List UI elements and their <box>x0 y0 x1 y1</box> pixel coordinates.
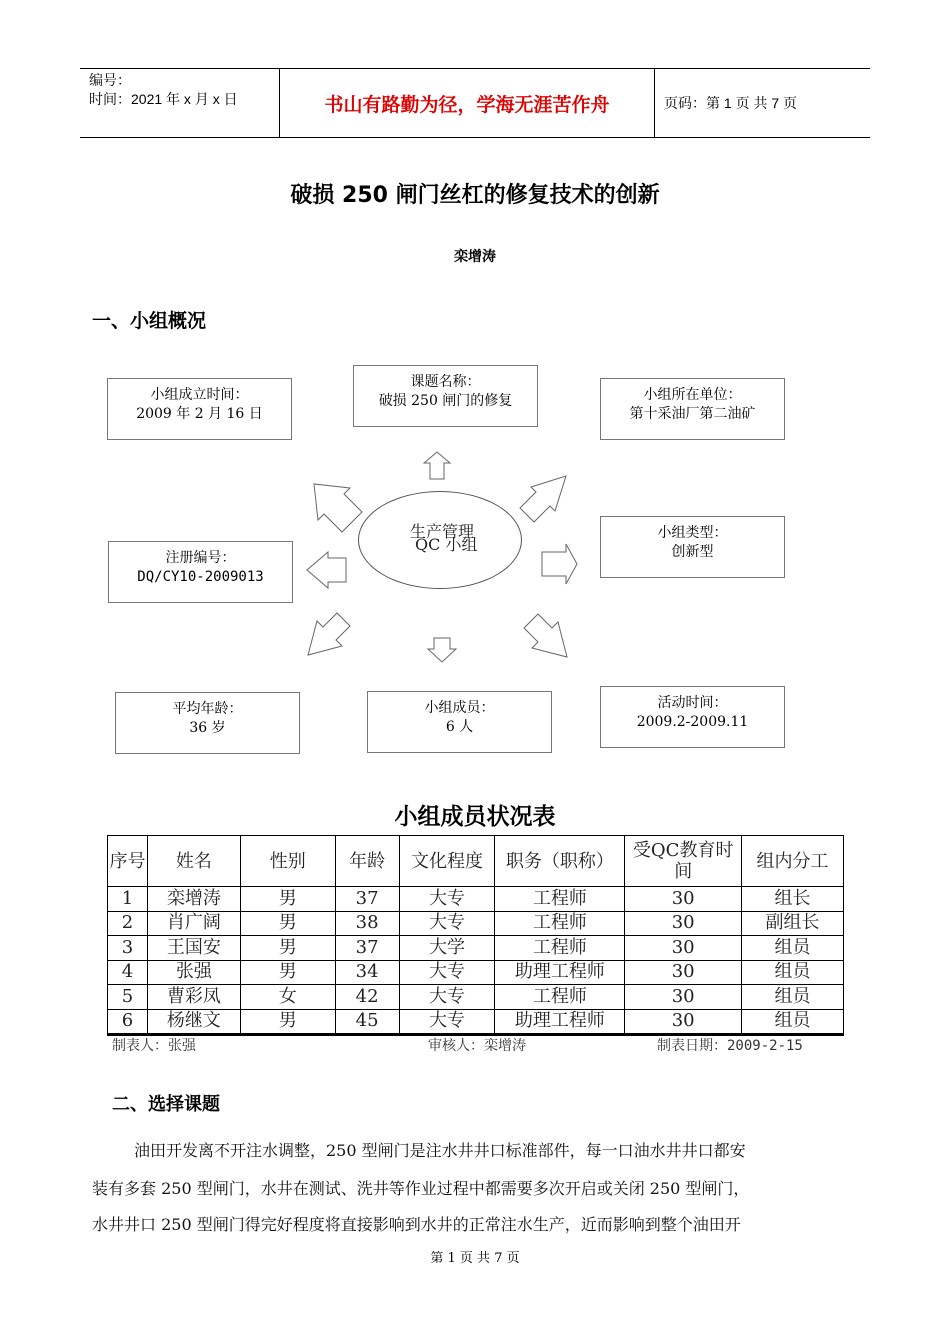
box-label: 活动时间： <box>657 695 728 711</box>
box-registration <box>108 541 293 603</box>
table-row <box>108 1009 844 1035</box>
number-label: 编号： <box>89 72 131 88</box>
table-cell: 组员 <box>742 936 844 961</box>
table-cell: 助理工程师 <box>495 960 625 985</box>
made-date: 制表日期：2009-2-15 <box>657 1038 803 1054</box>
table-row <box>108 911 844 936</box>
table-cell: 4 <box>108 960 148 985</box>
header-cell: 序号 <box>108 836 148 887</box>
box-topic <box>353 365 538 427</box>
table-cell: 30 <box>625 887 742 912</box>
date-label: 时间：2021 年 x 月 x 日 <box>89 91 238 107</box>
box-unit <box>600 378 785 440</box>
center-text-line2: QC 小组 <box>415 535 478 554</box>
table-cell: 王国安 <box>147 936 240 961</box>
box-value: 第十采油厂第二油矿 <box>629 406 756 422</box>
table-cell: 大学 <box>399 936 495 961</box>
page-footer: 第 1 页 共 7 页 <box>430 1251 520 1266</box>
table-cell: 栾增涛 <box>147 887 240 912</box>
table-cell: 38 <box>335 911 399 936</box>
box-value: 2009.2-2009.11 <box>636 714 749 730</box>
table-cell: 30 <box>625 960 742 985</box>
table-cell: 工程师 <box>495 936 625 961</box>
table-cell: 助理工程师 <box>495 1009 625 1035</box>
box-type <box>600 516 785 578</box>
document-title: 破损 250 闸门丝杠的修复技术的创新 <box>290 183 660 208</box>
table-cell: 男 <box>240 936 335 961</box>
table-cell: 37 <box>335 936 399 961</box>
table-cell: 6 <box>108 1009 148 1035</box>
table-cell: 男 <box>240 1009 335 1035</box>
arrow-right-icon <box>542 544 577 584</box>
box-label: 小组类型： <box>657 525 728 541</box>
table-cell: 组员 <box>742 1009 844 1035</box>
table-cell: 大专 <box>399 1009 495 1035</box>
box-avg-age <box>115 692 300 754</box>
header-cell: 文化程度 <box>399 836 495 887</box>
table-row <box>108 960 844 985</box>
box-value: DQ/CY10-2009013 <box>137 569 264 585</box>
table-cell: 张强 <box>147 960 240 985</box>
arrow-up-right-icon <box>520 476 566 522</box>
table-cell: 30 <box>625 936 742 961</box>
document-author: 栾增涛 <box>454 249 496 265</box>
box-value: 破损 250 闸门的修复 <box>378 393 513 409</box>
table-cell: 副组长 <box>742 911 844 936</box>
box-label: 小组成立时间： <box>150 387 249 403</box>
box-members <box>367 691 552 753</box>
table-cell: 组长 <box>742 887 844 912</box>
table-row <box>108 936 844 961</box>
table-cell: 工程师 <box>495 911 625 936</box>
table-cell: 30 <box>625 1009 742 1035</box>
table-cell: 5 <box>108 985 148 1010</box>
section1-heading: 一、小组概况 <box>92 310 207 332</box>
table-cell: 女 <box>240 985 335 1010</box>
box-value: 6 人 <box>445 719 474 735</box>
center-text-line1: 生产管理 <box>410 522 475 541</box>
paragraph-line: 水井井口 250 型闸门得完好程度将直接影响到水井的正常注水生产，近而影响到整个油田开 <box>92 1215 741 1234</box>
table-cell: 34 <box>335 960 399 985</box>
header-cell: 受QC教育时间 <box>625 836 742 887</box>
box-label: 注册编号： <box>165 550 236 566</box>
table-cell: 大专 <box>399 887 495 912</box>
table-cell: 工程师 <box>495 985 625 1010</box>
table-cell: 工程师 <box>495 887 625 912</box>
box-value: 36 岁 <box>189 720 226 736</box>
table-cell: 男 <box>240 911 335 936</box>
header-page-info: 页码：第 1 页 共 7 页 <box>664 95 798 111</box>
table-cell: 1 <box>108 887 148 912</box>
table-cell: 37 <box>335 887 399 912</box>
table-cell: 大专 <box>399 960 495 985</box>
table-cell: 大专 <box>399 911 495 936</box>
header-cell: 性别 <box>240 836 335 887</box>
arrow-up-icon <box>424 452 450 479</box>
table-cell: 组员 <box>742 985 844 1010</box>
members-table-title: 小组成员状况表 <box>394 804 556 830</box>
arrow-down-icon <box>428 638 456 662</box>
header-cell: 姓名 <box>147 836 240 887</box>
box-label: 小组所在单位： <box>643 387 742 403</box>
table-cell: 42 <box>335 985 399 1010</box>
arrow-up-left-icon <box>314 484 362 532</box>
table-cell: 杨继文 <box>147 1009 240 1035</box>
box-value: 创新型 <box>671 544 714 560</box>
box-established <box>107 378 292 440</box>
header-cell: 年龄 <box>335 836 399 887</box>
table-cell: 3 <box>108 936 148 961</box>
table-cell: 曹彩凤 <box>147 985 240 1010</box>
members-table <box>107 835 844 1036</box>
table-cell: 大专 <box>399 985 495 1010</box>
made-by: 制表人：张强 <box>112 1038 196 1054</box>
box-activity <box>600 686 785 748</box>
arrow-down-left-icon <box>308 613 350 655</box>
table-cell: 男 <box>240 960 335 985</box>
table-header-row <box>108 836 844 887</box>
table-row <box>108 887 844 912</box>
box-label: 课题名称： <box>410 374 481 390</box>
paragraph-line: 装有多套 250 型闸门，水井在测试、洗井等作业过程中都需要多次开启或关闭 250 型闸门， <box>92 1179 750 1198</box>
box-label: 平均年龄： <box>172 701 243 717</box>
table-cell: 肖广阔 <box>147 911 240 936</box>
header-cell: 组内分工 <box>742 836 844 887</box>
box-label: 小组成员： <box>424 700 495 716</box>
table-cell: 组员 <box>742 960 844 985</box>
header-cell: 职务（职称） <box>495 836 625 887</box>
arrow-down-right-icon <box>524 614 567 657</box>
paragraph-line: 油田开发离不开注水调整，250 型闸门是注水井井口标准部件，每一口油水井井口都安 <box>134 1141 746 1160</box>
section2-heading: 二、选择课题 <box>112 1094 220 1115</box>
table-cell: 男 <box>240 887 335 912</box>
box-value: 2009 年 2 月 16 日 <box>136 406 263 422</box>
table-cell: 30 <box>625 911 742 936</box>
table-cell: 30 <box>625 985 742 1010</box>
table-row <box>108 985 844 1010</box>
table-cell: 2 <box>108 911 148 936</box>
header-motto: 书山有路勤为径，学海无涯苦作舟 <box>280 69 655 137</box>
table-cell: 45 <box>335 1009 399 1035</box>
reviewed-by: 审核人：栾增涛 <box>428 1038 526 1054</box>
arrow-left-icon <box>307 552 346 588</box>
